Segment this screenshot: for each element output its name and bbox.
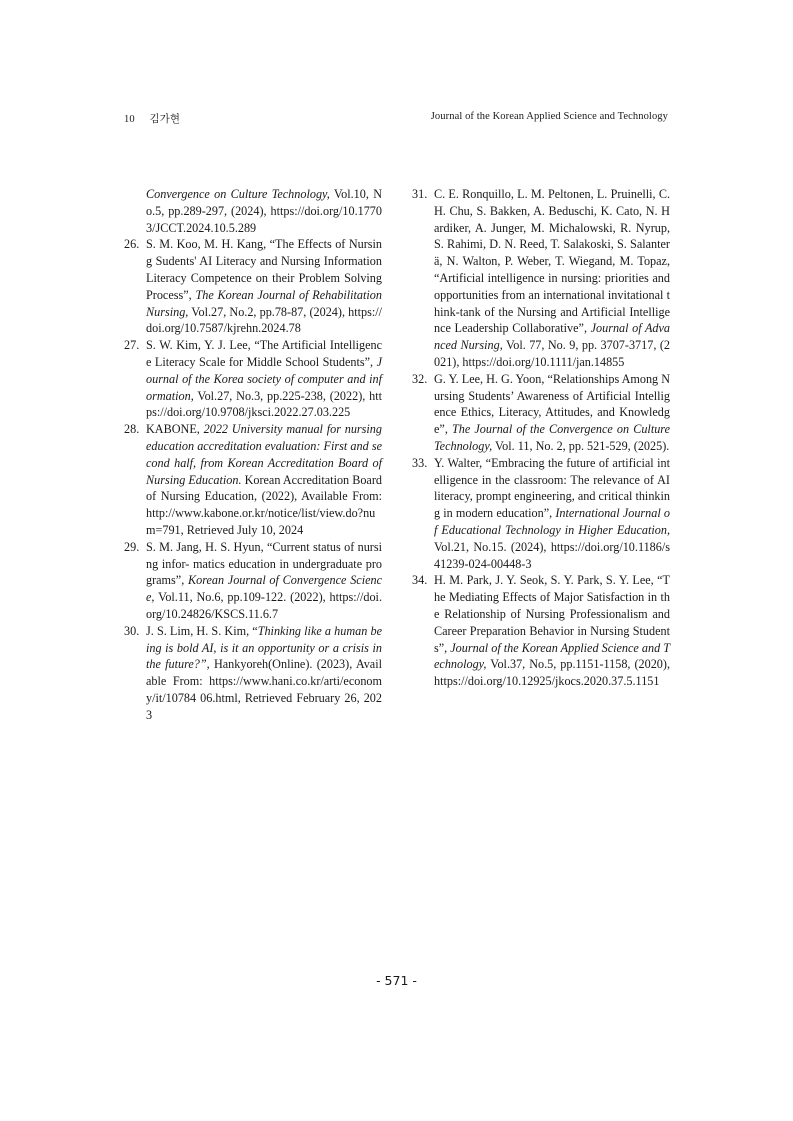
reference-27: [124, 337, 382, 421]
header-author: 김가현: [149, 114, 181, 125]
reference-number: 31.: [412, 187, 428, 201]
reference-continuation-italic: Convergence on Culture Technology,: [146, 187, 330, 201]
reference-text: Y. Walter, “Embracing the future of artificial intelligence in the classroom: The relevance of AI literacy, prompt engineering, and critical thinking in modern education”, International Journal of Educational Technology in Higher Education, Vol.21, No.15. (2024), https://doi.org/10.1186/s41239-024-00448-3: [434, 455, 670, 571]
reference-34: [412, 572, 670, 690]
reference-29: [124, 539, 382, 623]
reference-text: KABONE, 2022 University manual for nursing education accreditation evaluation: First and second half, from Korean Accreditation Board of Nursing Education. Korean Accreditation Board of Nursing Education, (2022), Available From: http://www.kabone.or.kr/notice/list/view.do?num=791, Retrieved July 10, 2024: [146, 422, 382, 537]
reference-text: H. M. Park, J. Y. Seok, S. Y. Park, S. Y. Lee, “The Mediating Effects of Major Satisfaction in the Relationship of Nursing Professionalism and Career Preparation Behavior in Nursing Students”, Journal of the Korean Applied Science and Technology, Vol.37, No.5, pp.1151-1158, (2020), https://doi.org/10.12925/jkocs.2020.37.5.1151: [434, 573, 670, 689]
reference-text: J. S. Lim, H. S. Kim, “Thinking like a human being is bold AI, is it an opportunity or a crisis in the future?”, Hankyoreh(Online). (2023), Available From: https://www.hani.co.kr/arti/economy/it/10784 06.html, Retrieved February 26, 2023: [146, 623, 382, 722]
reference-text: G. Y. Lee, H. G. Yoon, “Relationships Among Nursing Students’ Awareness of Artificial Intelligence Ethics, Literacy, Attitudes, and Knowledge”, The Journal of the Convergence on Culture Technology, Vol. 11, No. 2, pp. 521-529, (2025).: [434, 371, 670, 453]
reference-text: S. W. Kim, Y. J. Lee, “The Artificial Intelligence Literacy Scale for Middle School Students”, Journal of the Korea society of computer and information, Vol.27, No.3, pp.225-238, (2022), https://doi.org/10.9708/jksci.2022.27.03.225: [146, 338, 382, 420]
reference-number: 27.: [124, 338, 140, 353]
reference-number: 26.: [124, 237, 140, 252]
reference-number: 34.: [412, 573, 428, 588]
reference-text: S. M. Koo, M. H. Kang, “The Effects of Nursing Sudents' AI Literacy and Nursing Information Literacy Competence on their Problem Solving Process”, The Korean Journal of Rehabilitation Nursing, Vol.27, No.2, pp.78-87, (2024), https://doi.org/10.7587/kjrehn.2024.78: [146, 237, 382, 336]
reference-text: S. M. Jang, H. S. Hyun, “Current status of nursing infor- matics education in undergraduate programs”, Korean Journal of Convergence Science, Vol.11, No.6, pp.109-122. (2022), https://doi.org/10.24826/KSCS.11.6.7: [146, 539, 382, 621]
reference-32: [412, 371, 670, 455]
header-page-number: 10: [124, 114, 135, 125]
running-header-left: [124, 111, 180, 126]
reference-number: 28.: [124, 422, 140, 437]
reference-26: [124, 236, 382, 337]
reference-30: [124, 623, 382, 724]
page-folio: - 571 -: [376, 973, 417, 988]
reference-31: [412, 186, 670, 371]
reference-number: 29.: [124, 539, 140, 554]
reference-continuation: [124, 186, 382, 236]
reference-text: C. E. Ronquillo, L. M. Peltonen, L. Pruinelli, C. H. Chu, S. Bakken, A. Beduschi, K. Cato, N. Hardiker, A. Junger, M. Michalowski, R. Nyrup, S. Rahimi, D. N. Reed, T. Salakoski, S. Salanterä, N. Walton, P. Weber, T. Wiegand, M. Topaz, “Artificial intelligence in nursing: priorities and opportunities from an international invitational think-tank of the Nursing and Artificial Intelligence Leadership Collaborative”, Journal of Advanced Nursing, Vol. 77, No. 9, pp. 3707-3717, (2021), https://doi.org/10.1111/jan.14855: [434, 187, 670, 369]
reference-28: [124, 421, 382, 539]
reference-33: [412, 455, 670, 573]
reference-number: 32.: [412, 371, 428, 386]
reference-column-right: [412, 186, 670, 690]
running-header-journal: Journal of the Korean Applied Science and Technology: [430, 111, 668, 122]
reference-number: 30.: [124, 623, 140, 638]
reference-column-left: [124, 186, 382, 724]
reference-continuation-text: Vol.10, No.5, pp.289-297, (2024), https://doi.org/10.17703/JCCT.2024.10.5.289: [146, 187, 382, 235]
reference-number: 33.: [412, 455, 428, 470]
